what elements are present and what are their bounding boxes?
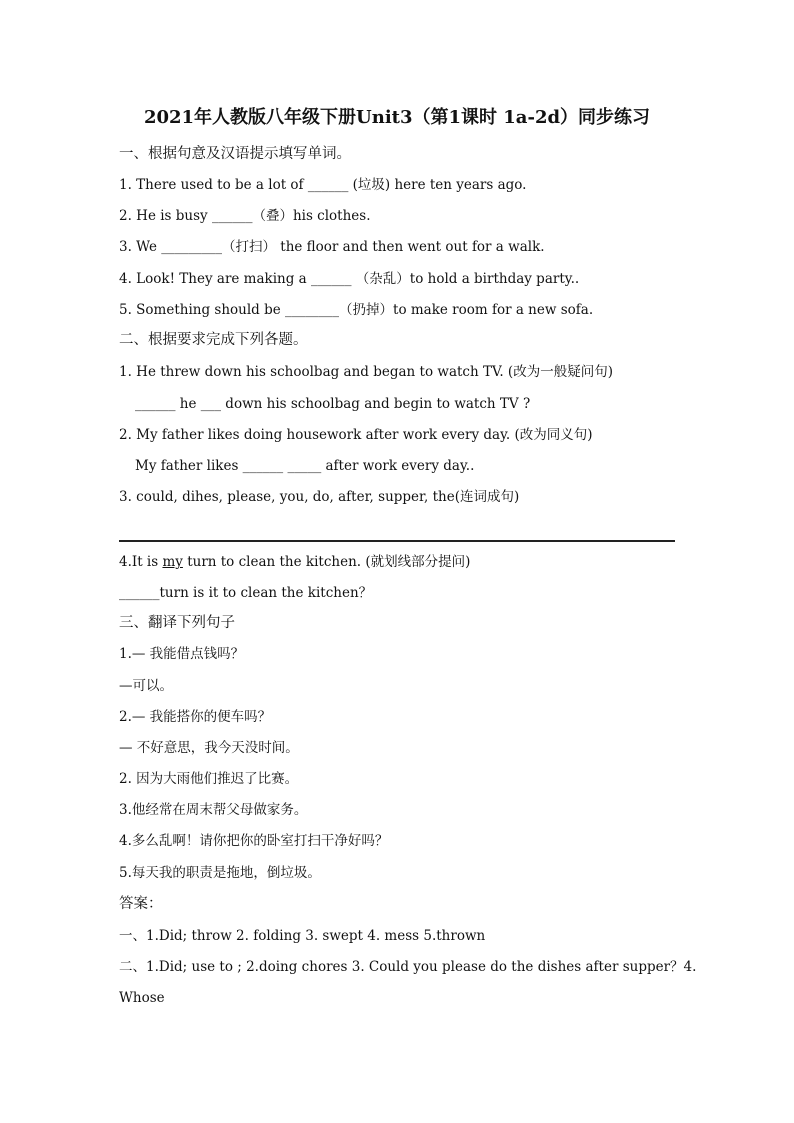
section3-item-1: 1.— 我能借点钱吗？ (119, 646, 245, 662)
answers-line-1: 一、1.Did; throw 2. folding 3. swept 4. mess 5.thrown (119, 928, 486, 944)
section3-item-5: 2. 因为大雨他们推迟了比赛。 (119, 771, 299, 787)
section1-item-3: 3. We _________（打扫） the floor and then went out for a walk. (119, 239, 545, 255)
section3-item-3: 2.— 我能搭你的便车吗？ (119, 709, 272, 725)
answers-heading: 答案： (119, 896, 163, 912)
section3-heading: 三、翻译下列句子 (119, 615, 235, 631)
section1-item-4: 4. Look! They are making a ______ （杂乱）to hold a birthday party.. (119, 271, 580, 287)
section3-item-4: — 不好意思，我今天没时间。 (119, 740, 299, 756)
answers-line-2: 二、1.Did; use to ; 2.doing chores 3. Could you please do the dishes after supper？4. (119, 959, 697, 975)
section2-q4-underlined-word: my (162, 554, 183, 570)
answers-line-3: Whose (119, 990, 165, 1006)
section2-q2-answer-line: My father likes ______ _____ after work every day.. (135, 458, 475, 474)
section1-item-1: 1. There used to be a lot of ______ (垃圾) here ten years ago. (119, 177, 527, 193)
section3-item-8: 5.每天我的职责是拖地，倒垃圾。 (119, 865, 321, 881)
section2-q3: 3. could, dihes, please, you, do, after, supper, the(连词成句) (119, 489, 520, 505)
section2-q2: 2. My father likes doing housework after work every day. (改为同义句) (119, 427, 593, 443)
worksheet-title: 2021年人教版八年级下册Unit3（第1课时 1a-2d）同步练习 (143, 107, 651, 128)
section1-item-2: 2. He is busy ______（叠）his clothes. (119, 208, 371, 224)
section2-heading: 二、根据要求完成下列各题。 (119, 332, 308, 348)
section2-q4 (119, 552, 470, 572)
section2-q1-answer-line: ______ he ___ down his schoolbag and begin to watch TV ? (135, 396, 531, 412)
section3-item-7: 4.多么乱啊！请你把你的卧室打扫干净好吗？ (119, 833, 389, 849)
section3-item-6: 3.他经常在周末帮父母做家务。 (119, 802, 308, 818)
section3-item-2: —可以。 (119, 678, 173, 694)
section2-q1: 1. He threw down his schoolbag and began to watch TV. (改为一般疑问句) (119, 364, 613, 380)
section1-item-5: 5. Something should be ________（扔掉）to make room for a new sofa. (119, 302, 594, 318)
section2-q4-answer-line: ______turn is it to clean the kitchen？ (119, 585, 373, 601)
section1-heading: 一、根据句意及汉语提示填写单词。 (119, 146, 351, 162)
answer-rule-line (119, 540, 675, 542)
section2-q4-pre: 4.It is (119, 554, 163, 570)
section2-q4-post: turn to clean the kitchen. (就划线部分提问) (182, 554, 471, 570)
